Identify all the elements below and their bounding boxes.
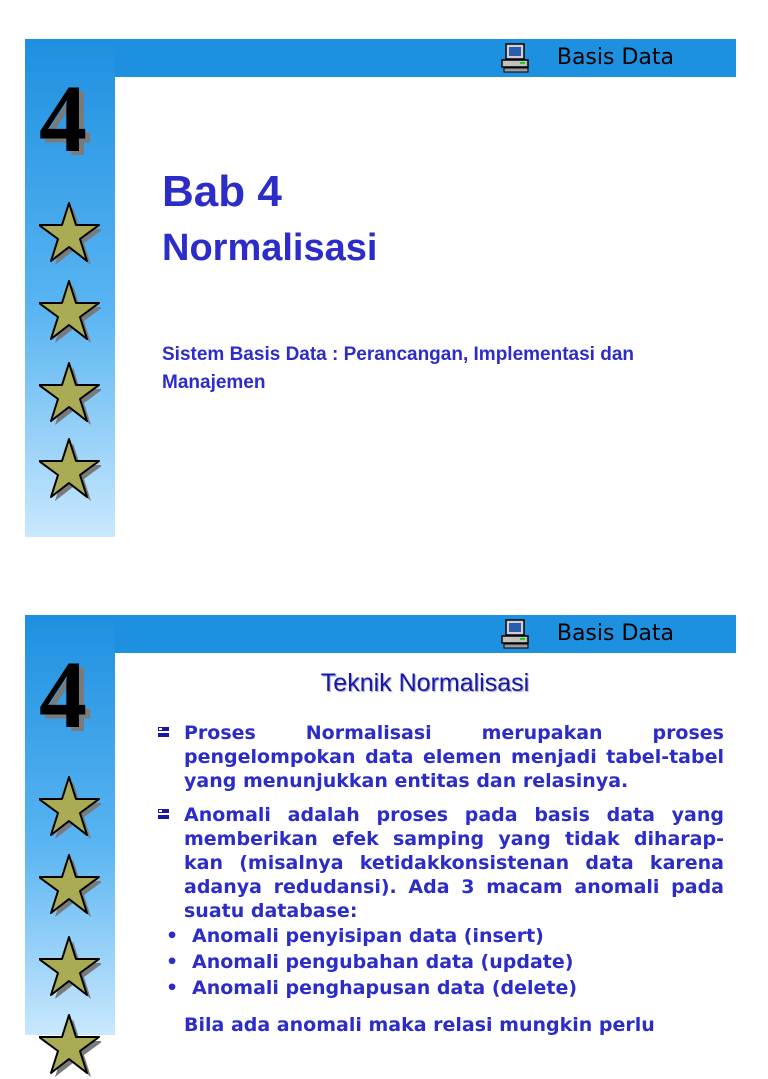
slide-1 [25,39,736,537]
sub-list-item: • Anomali pengubahan data (update) [166,951,574,973]
computer-icon [500,618,532,650]
bullet-icon [157,808,171,821]
star-icon [39,279,101,345]
chapter-number: 4 [39,65,87,172]
star-icon [39,1013,101,1079]
slide-subtitle: Sistem Basis Data : Perancangan, Implementasi dan Manajemen [162,344,635,393]
header-label: Basis Data [556,45,674,70]
sub-list-item: • Anomali penyisipan data (insert) [166,925,544,947]
slide-title: Bab 4 [162,167,282,216]
dot-icon: • [166,951,179,973]
sub-list-item: • Anomali penghapusan data (delete) [166,977,578,999]
sidebar [25,39,115,537]
bullet-item [158,1013,724,1037]
bullet-item [158,721,724,793]
slide-title: Teknik Normalisasi [320,669,530,697]
computer-icon [500,42,532,74]
bullet-item [158,803,724,1001]
sidebar [25,615,115,1035]
header-bar [25,615,736,653]
sub-list [158,923,724,1001]
star-icon [39,201,101,267]
chapter-number: 4 [39,641,87,748]
slide-heading: Normalisasi [162,227,378,269]
star-icon [39,935,101,1001]
star-icon [39,853,101,919]
bullet-text: Bila ada anomali maka relasi mungkin perlu [184,1014,655,1036]
dot-icon: • [166,925,179,947]
bullet-text: Proses Normalisasi merupakan proses pengelompokan data elemen menjadi tabel-tabel yang menunjukkan entitas dan relasinya. [184,722,724,792]
bullet-icon [157,726,171,739]
header-bar [25,39,736,77]
star-icon [39,361,101,427]
dot-icon: • [166,977,179,999]
bullet-text: Anomali adalah proses pada basis data yang memberikan efek samping yang tidak diharap-kan (misalnya ketidakkonsistenan data karena adanya redudansi). Ada 3 macam anomali pada suatu database: [184,804,724,922]
slide-2 [25,615,736,1036]
star-icon [39,775,101,841]
header-label: Basis Data [556,621,674,646]
star-icon [39,437,101,503]
